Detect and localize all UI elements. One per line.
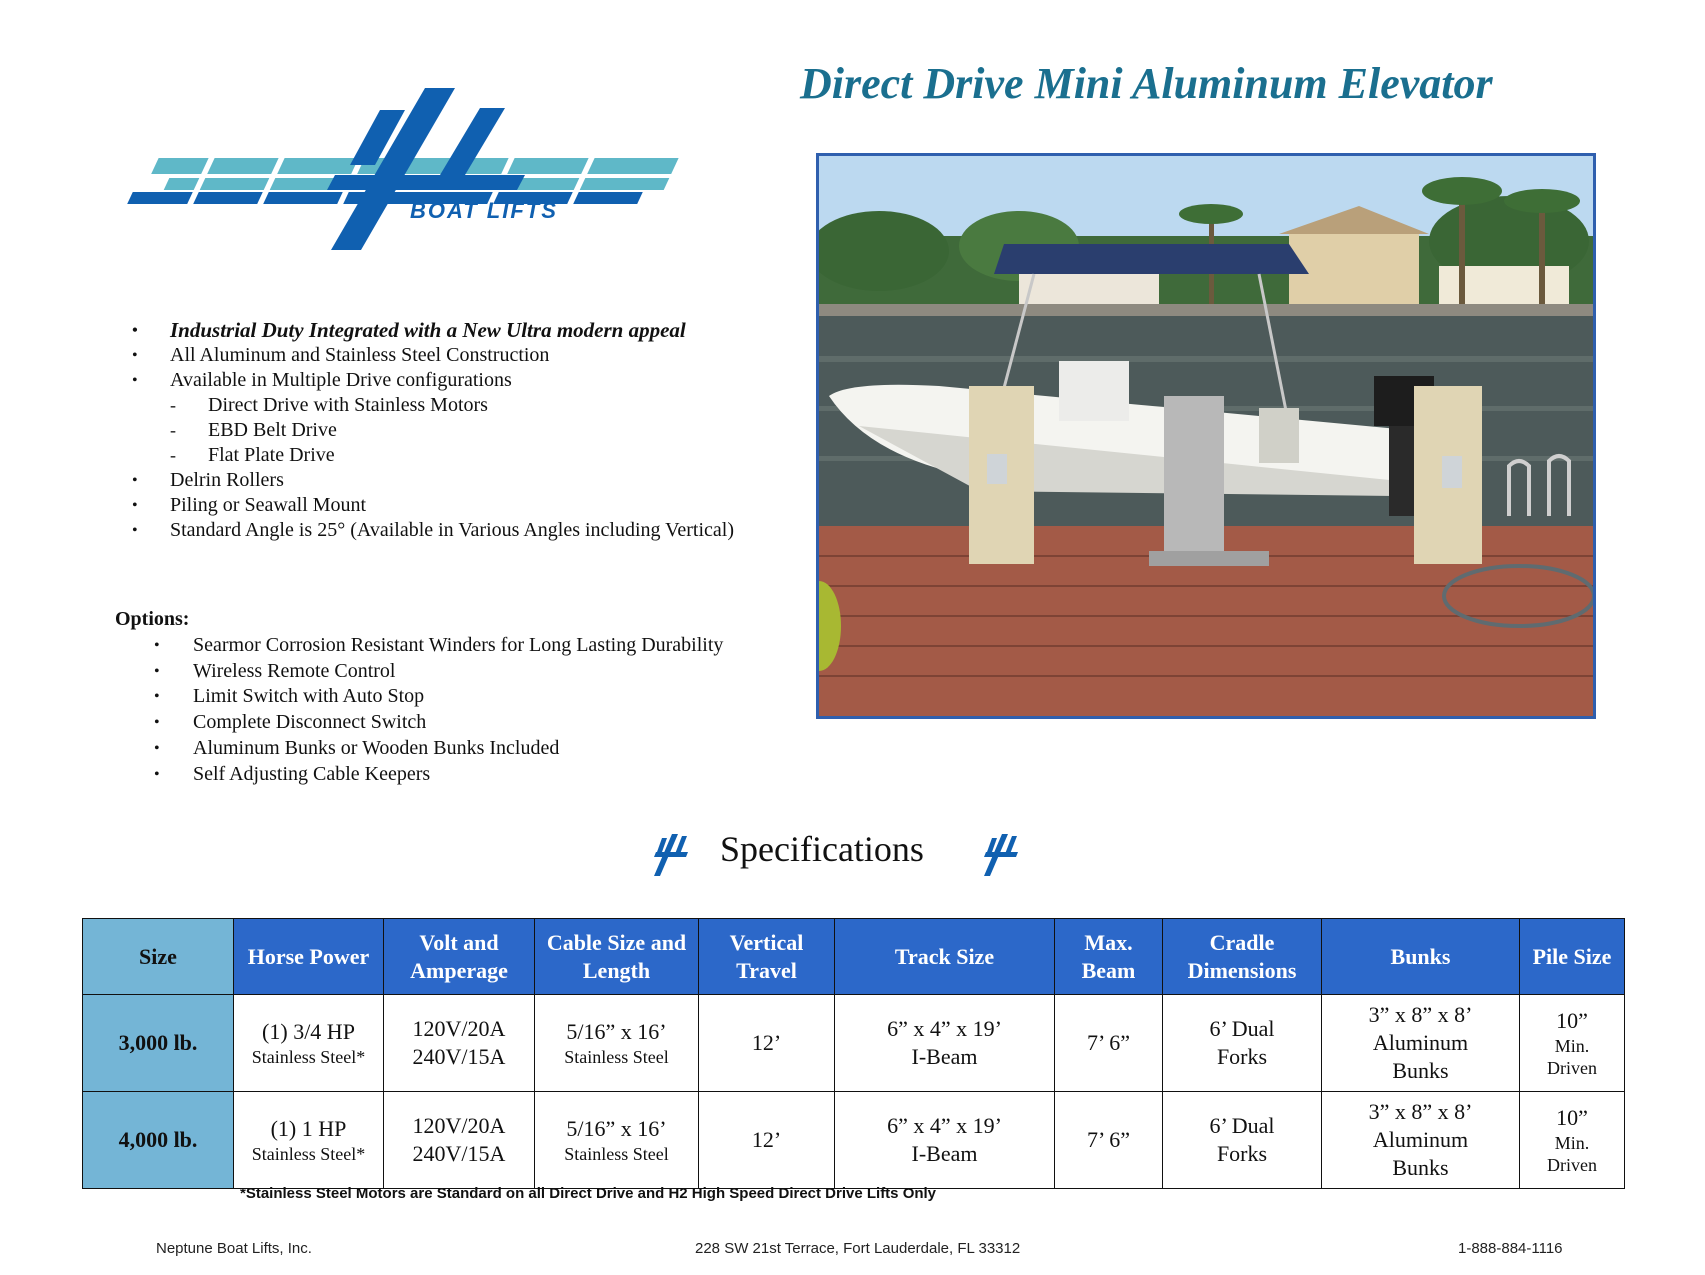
table-row: [83, 1092, 1625, 1189]
bunks-cell: 3” x 8” x 8’ Aluminum Bunks: [1322, 995, 1520, 1092]
beam-cell: 7’ 6”: [1055, 1092, 1163, 1189]
footer-address: 228 SW 21st Terrace, Fort Lauderdale, FL 33312: [695, 1240, 1021, 1257]
table-row: [83, 995, 1625, 1092]
voltage-cell: 120V/20A 240V/15A: [384, 1092, 535, 1189]
column-header: Cable Size and Length: [535, 919, 699, 995]
pile-cell: 10” Min. Driven: [1520, 1092, 1625, 1189]
option-item: • Limit Switch with Auto Stop: [154, 685, 425, 708]
voltage-cell: 120V/20A 240V/15A: [384, 995, 535, 1092]
feature-item: • Industrial Duty Integrated with a New Ultra modern appeal: [132, 318, 686, 342]
travel-cell: 12’: [699, 995, 835, 1092]
page-title: Direct Drive Mini Aluminum Elevator: [800, 59, 1493, 108]
track-cell: 6” x 4” x 19’ I-Beam: [835, 995, 1055, 1092]
column-header: Volt and Amperage: [384, 919, 535, 995]
track-cell: 6” x 4” x 19’ I-Beam: [835, 1092, 1055, 1189]
trident-icon: [650, 830, 690, 878]
bunks-cell: 3” x 8” x 8’ Aluminum Bunks: [1322, 1092, 1520, 1189]
horsepower-cell: (1) 1 HP Stainless Steel*: [234, 1092, 384, 1189]
feature-item: • All Aluminum and Stainless Steel Construction: [132, 344, 550, 366]
column-header: Bunks: [1322, 919, 1520, 995]
option-item: • Self Adjusting Cable Keepers: [154, 762, 431, 785]
cradle-cell: 6’ Dual Forks: [1163, 995, 1322, 1092]
option-item: • Searmor Corrosion Resistant Winders for Long Lasting Durability: [154, 634, 724, 656]
feature-subitem: - Direct Drive with Stainless Motors: [170, 394, 488, 416]
footer-company: Neptune Boat Lifts, Inc.: [156, 1240, 312, 1257]
column-header: Cradle Dimensions: [1163, 919, 1322, 995]
column-header: Pile Size: [1520, 919, 1625, 995]
specifications-table: [82, 918, 1625, 1189]
table-footnote: *Stainless Steel Motors are Standard on all Direct Drive and H2 High Speed Direct Drive Lifts Only: [240, 1185, 937, 1202]
cradle-cell: 6’ Dual Forks: [1163, 1092, 1322, 1189]
feature-list: [128, 318, 778, 543]
feature-item: • Available in Multiple Drive configurations: [132, 369, 512, 391]
column-header: Horse Power: [234, 919, 384, 995]
feature-item: • Piling or Seawall Mount: [132, 494, 367, 516]
option-item: • Wireless Remote Control: [154, 659, 396, 682]
travel-cell: 12’: [699, 1092, 835, 1189]
option-item: • Complete Disconnect Switch: [154, 711, 427, 734]
options-list: [150, 633, 800, 787]
options-title: Options:: [115, 608, 190, 630]
cable-cell: 5/16” x 16’ Stainless Steel: [535, 1092, 699, 1189]
specifications-heading: [650, 828, 1250, 878]
trident-icon: [980, 830, 1020, 878]
column-header: Track Size: [835, 919, 1055, 995]
horsepower-cell: (1) 3/4 HP Stainless Steel*: [234, 995, 384, 1092]
feature-subitem: - Flat Plate Drive: [170, 444, 335, 466]
column-header: Vertical Travel: [699, 919, 835, 995]
footer-phone: 1-888-884-1116: [1458, 1240, 1563, 1257]
column-header: Size: [83, 919, 234, 995]
size-cell: 3,000 lb.: [83, 995, 234, 1092]
feature-subitem: - EBD Belt Drive: [170, 419, 337, 441]
specifications-title: Specifications: [720, 829, 924, 869]
feature-item: • Standard Angle is 25° (Available in Various Angles including Vertical): [132, 519, 735, 541]
boat-lift-photo: [816, 153, 1596, 719]
neptune-logo: [125, 80, 690, 265]
beam-cell: 7’ 6”: [1055, 995, 1163, 1092]
pile-cell: 10” Min. Driven: [1520, 995, 1625, 1092]
column-header: Max. Beam: [1055, 919, 1163, 995]
table-header-row: [83, 919, 1625, 995]
logo-tagline: BOAT LIFTS: [410, 198, 558, 223]
feature-item: • Delrin Rollers: [132, 469, 284, 491]
size-cell: 4,000 lb.: [83, 1092, 234, 1189]
cable-cell: 5/16” x 16’ Stainless Steel: [535, 995, 699, 1092]
option-item: • Aluminum Bunks or Wooden Bunks Included: [154, 736, 560, 759]
